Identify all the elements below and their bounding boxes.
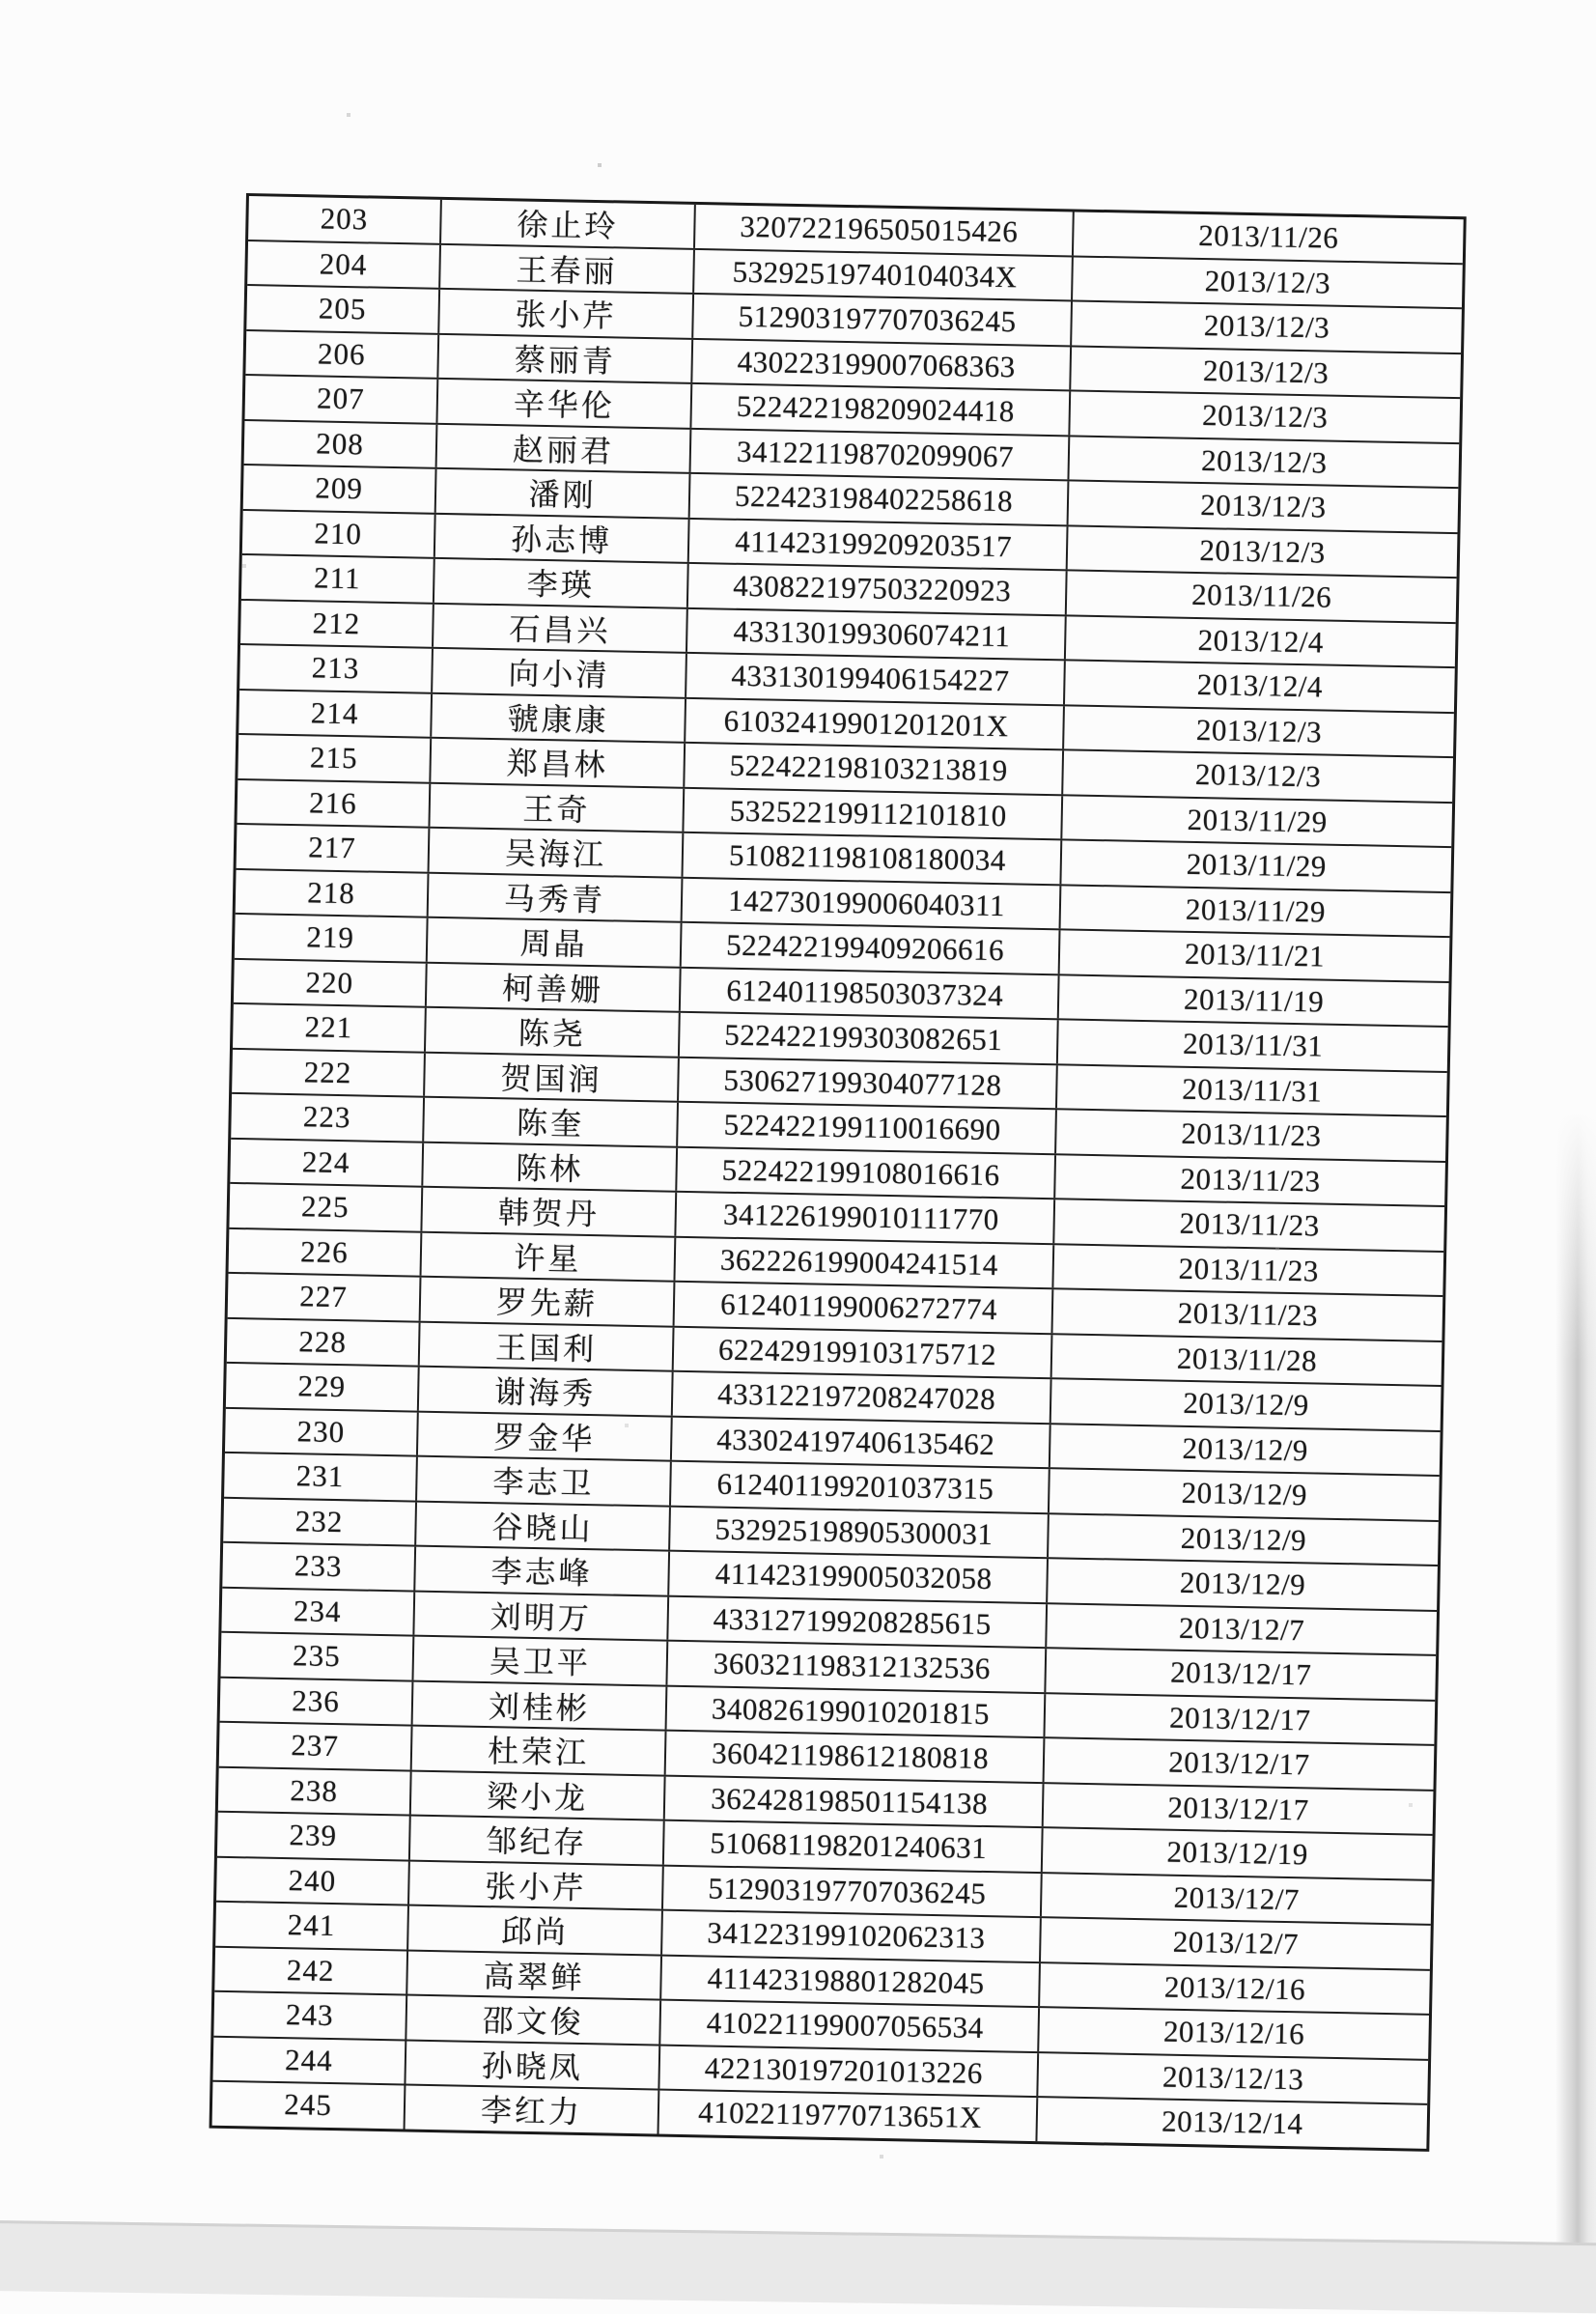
- id-number-cell: 142730199006040311: [683, 878, 1062, 928]
- row-number-cell: 219: [235, 915, 429, 961]
- date-cell: 2013/12/19: [1166, 1834, 1309, 1872]
- date-cell: 2013/12/17: [1167, 1790, 1310, 1827]
- id-number-cell: 612401199201037315: [671, 1462, 1050, 1512]
- row-number-cell: 216: [237, 779, 431, 826]
- date-cell: 2013/11/28: [1176, 1340, 1318, 1378]
- row-number-cell: 245: [212, 2082, 406, 2129]
- id-number-cell: 340826199010201815: [667, 1686, 1047, 1736]
- name-cell: 虢康康: [432, 693, 686, 742]
- date-cell: 2013/12/3: [1204, 263, 1331, 300]
- row-number-cell: 214: [238, 690, 433, 736]
- row-number-cell: 226: [229, 1228, 423, 1275]
- id-number-cell: 362226199004241514: [675, 1237, 1054, 1287]
- date-cell: 2013/12/7: [1173, 1879, 1301, 1917]
- id-number-cell: 341226199010111770: [676, 1193, 1055, 1243]
- row-number-cell: 228: [227, 1318, 421, 1365]
- row-number-cell: 225: [229, 1184, 423, 1230]
- row-number-cell: 230: [225, 1408, 419, 1454]
- name-cell: 高翠鲜: [407, 1951, 662, 1999]
- name-cell: 王奇: [430, 783, 685, 832]
- id-number-cell: 512903197707036245: [693, 295, 1073, 345]
- name-cell: 吴卫平: [413, 1637, 668, 1685]
- id-number-cell: 430822197503220923: [688, 564, 1068, 614]
- name-cell: 刘明万: [414, 1592, 669, 1640]
- row-number-cell: 218: [236, 869, 430, 916]
- id-number-cell: 532522199112101810: [684, 788, 1063, 838]
- date-cell: 2013/11/31: [1181, 1071, 1323, 1109]
- date-cell: 2013/11/19: [1183, 981, 1325, 1019]
- name-cell: 徐止玲: [441, 200, 696, 248]
- row-number-cell: 240: [216, 1857, 410, 1904]
- date-cell: 2013/12/16: [1162, 2014, 1305, 2051]
- id-number-cell: 522422199108016616: [677, 1147, 1056, 1198]
- row-number-cell: 227: [228, 1274, 422, 1320]
- row-number-cell: 229: [226, 1364, 420, 1410]
- date-cell: 2013/11/29: [1185, 891, 1327, 929]
- name-cell: 陈奎: [424, 1098, 679, 1146]
- row-number-cell: 217: [237, 825, 431, 871]
- date-cell: 2013/12/3: [1199, 532, 1327, 570]
- date-cell: 2013/12/3: [1194, 757, 1322, 794]
- row-number-cell: 212: [240, 600, 434, 646]
- id-number-cell: 341221198702099067: [691, 429, 1071, 479]
- name-cell: 潘刚: [436, 469, 691, 518]
- id-number-cell: 433024197406135462: [672, 1417, 1051, 1467]
- scan-page-edge-shadow-fade: [1555, 1111, 1596, 1362]
- row-number-cell: 209: [243, 466, 437, 512]
- name-cell: 马秀青: [429, 873, 684, 921]
- row-number-cell: 234: [221, 1588, 415, 1634]
- row-number-cell: 215: [238, 735, 432, 781]
- name-cell: 孙晓凤: [406, 2041, 660, 2089]
- scan-speckles: [0, 0, 2, 2]
- row-number-cell: 241: [215, 1903, 409, 1949]
- id-number-cell: 532925198905300031: [670, 1507, 1050, 1557]
- id-number-cell: 512903197707036245: [663, 1866, 1043, 1916]
- name-cell: 张小芹: [409, 1861, 664, 1909]
- id-number-cell: 433122197208247028: [673, 1372, 1052, 1423]
- row-number-cell: 221: [233, 1004, 427, 1051]
- date-cell: 2013/11/29: [1186, 847, 1328, 884]
- row-number-cell: 224: [230, 1139, 424, 1185]
- name-cell: 谢海秀: [419, 1368, 674, 1416]
- name-cell: 石昌兴: [434, 604, 688, 652]
- date-cell: 2013/11/26: [1197, 218, 1339, 255]
- date-cell: 2013/12/13: [1162, 2059, 1304, 2097]
- name-cell: 张小芹: [439, 290, 694, 338]
- name-cell: 邵文俊: [406, 1996, 661, 2045]
- name-cell: 吴海江: [430, 829, 685, 877]
- name-cell: 李瑛: [434, 559, 689, 607]
- name-cell: 邱尚: [408, 1906, 663, 1955]
- date-cell: 2013/12/9: [1182, 1430, 1309, 1468]
- name-cell: 向小清: [433, 649, 687, 697]
- date-cell: 2013/12/3: [1200, 488, 1327, 524]
- date-cell: 2013/12/7: [1178, 1610, 1305, 1648]
- name-cell: 李红力: [406, 2086, 660, 2134]
- date-cell: 2013/12/16: [1163, 1969, 1306, 2007]
- id-number-cell: 510821198108180034: [684, 833, 1063, 884]
- id-number-cell: 522422198209024418: [691, 384, 1071, 435]
- id-number-cell: 61032419901201201X: [686, 698, 1065, 748]
- date-cell: 2013/12/7: [1172, 1925, 1300, 1961]
- name-cell: 柯善姗: [427, 963, 682, 1011]
- name-cell: 许星: [422, 1232, 677, 1281]
- id-number-cell: 433130199406154227: [686, 654, 1066, 704]
- date-cell: 2013/12/17: [1168, 1700, 1311, 1737]
- name-cell: 杜荣江: [412, 1727, 667, 1775]
- name-cell: 辛华伦: [437, 380, 692, 428]
- id-number-cell: 430223199007068363: [692, 339, 1072, 389]
- date-cell: 2013/12/9: [1180, 1520, 1307, 1558]
- name-cell: 梁小龙: [411, 1771, 666, 1820]
- id-number-cell: 411423199209203517: [689, 519, 1069, 569]
- row-number-cell: 242: [214, 1947, 408, 1993]
- name-cell: 陈林: [423, 1143, 678, 1191]
- date-cell: 2013/11/26: [1190, 578, 1332, 614]
- date-cell: 2013/11/23: [1177, 1295, 1319, 1333]
- date-cell: 2013/11/23: [1181, 1116, 1322, 1153]
- records-table: [210, 193, 1467, 2151]
- id-number-cell: 510681198201240631: [664, 1821, 1044, 1872]
- name-cell: 周晶: [428, 918, 683, 967]
- name-cell: 邹纪存: [410, 1817, 665, 1865]
- row-number-cell: 211: [241, 555, 435, 602]
- name-cell: 孙志博: [435, 514, 690, 562]
- date-cell: 2013/11/31: [1182, 1027, 1324, 1063]
- name-cell: 韩贺丹: [422, 1188, 677, 1236]
- row-number-cell: 238: [218, 1767, 412, 1814]
- date-cell: 2013/12/3: [1201, 398, 1329, 435]
- row-number-cell: 222: [232, 1049, 426, 1095]
- row-number-cell: 220: [234, 959, 428, 1005]
- row-number-cell: 208: [244, 421, 438, 467]
- row-number-cell: 244: [212, 2037, 406, 2083]
- name-cell: 陈尧: [426, 1008, 681, 1057]
- id-number-cell: 433130199306074211: [687, 608, 1067, 659]
- name-cell: 李志卫: [417, 1457, 672, 1506]
- row-number-cell: 232: [223, 1498, 417, 1544]
- id-number-cell: 411423198801282045: [661, 1956, 1041, 2006]
- name-cell: 王春丽: [440, 244, 695, 293]
- date-cell: 2013/12/9: [1183, 1386, 1310, 1423]
- row-number-cell: 235: [221, 1633, 415, 1679]
- row-number-cell: 204: [247, 241, 441, 288]
- id-number-cell: 422130197201013226: [659, 2046, 1039, 2096]
- id-number-cell: 410221199007056534: [660, 2001, 1040, 2051]
- row-number-cell: 207: [245, 376, 439, 422]
- id-number-cell: 612401198503037324: [681, 968, 1060, 1018]
- name-cell: 刘桂彬: [413, 1681, 668, 1730]
- name-cell: 谷晓山: [416, 1502, 671, 1550]
- id-number-cell: 522422199303082651: [680, 1013, 1059, 1063]
- row-number-cell: 210: [242, 510, 436, 556]
- date-cell: 2013/12/17: [1169, 1654, 1312, 1692]
- date-cell: 2013/11/23: [1180, 1161, 1321, 1199]
- id-number-cell: 522423198402258618: [690, 474, 1070, 524]
- row-number-cell: 205: [246, 286, 440, 332]
- id-number-cell: 341223199102062313: [662, 1911, 1042, 1961]
- scan-bottom-band: [0, 2220, 1596, 2314]
- name-cell: 郑昌林: [431, 739, 686, 787]
- id-number-cell: 360421198612180818: [666, 1732, 1046, 1782]
- row-number-cell: 206: [245, 331, 439, 378]
- id-number-cell: 522422199409206616: [682, 923, 1061, 974]
- date-cell: 2013/12/4: [1196, 667, 1324, 704]
- id-number-cell: 433127199208285615: [668, 1596, 1048, 1647]
- date-cell: 2013/12/14: [1161, 2103, 1303, 2141]
- date-cell: 2013/12/3: [1202, 353, 1330, 390]
- id-number-cell: 53292519740104034X: [694, 249, 1074, 299]
- date-cell: 2013/12/3: [1200, 442, 1328, 480]
- id-number-cell: 362428198501154138: [665, 1776, 1045, 1826]
- date-cell: 2013/12/9: [1179, 1566, 1306, 1602]
- name-cell: 罗先薪: [421, 1278, 676, 1326]
- date-cell: 2013/11/29: [1187, 802, 1329, 839]
- row-number-cell: 233: [222, 1543, 416, 1590]
- row-number-cell: 237: [219, 1723, 413, 1769]
- name-cell: 贺国润: [425, 1053, 680, 1101]
- id-number-cell: 522422199110016690: [678, 1103, 1057, 1153]
- id-number-cell: 360321198312132536: [667, 1642, 1047, 1692]
- date-cell: 2013/12/9: [1181, 1476, 1308, 1512]
- row-number-cell: 231: [224, 1453, 418, 1500]
- date-cell: 2013/12/17: [1168, 1744, 1310, 1782]
- date-cell: 2013/11/23: [1179, 1206, 1321, 1243]
- date-cell: 2013/11/21: [1184, 937, 1326, 974]
- id-number-cell: 411423199005032058: [669, 1552, 1049, 1602]
- row-number-cell: 239: [217, 1813, 411, 1859]
- row-number-cell: 213: [239, 645, 434, 691]
- name-cell: 李志峰: [415, 1547, 670, 1595]
- name-cell: 蔡丽青: [438, 334, 693, 382]
- date-cell: 2013/12/3: [1195, 712, 1323, 749]
- name-cell: 罗金华: [418, 1412, 673, 1460]
- name-cell: 赵丽君: [437, 424, 692, 472]
- id-number-cell: 612401199006272774: [675, 1283, 1054, 1333]
- row-number-cell: 203: [248, 196, 442, 242]
- id-number-cell: 522422198103213819: [685, 744, 1064, 794]
- row-number-cell: 243: [213, 1992, 407, 2039]
- date-cell: 2013/12/3: [1203, 308, 1330, 345]
- id-number-cell: 320722196505015426: [695, 205, 1075, 255]
- name-cell: 王国利: [420, 1322, 675, 1370]
- id-number-cell: 530627199304077128: [679, 1058, 1058, 1108]
- date-cell: 2013/12/4: [1197, 622, 1325, 660]
- id-number-cell: 622429199103175712: [674, 1327, 1053, 1377]
- id-number-cell: 41022119770713651X: [659, 2091, 1039, 2141]
- date-cell: 2013/11/23: [1178, 1251, 1320, 1288]
- row-number-cell: 236: [220, 1678, 414, 1724]
- row-number-cell: 223: [231, 1094, 425, 1141]
